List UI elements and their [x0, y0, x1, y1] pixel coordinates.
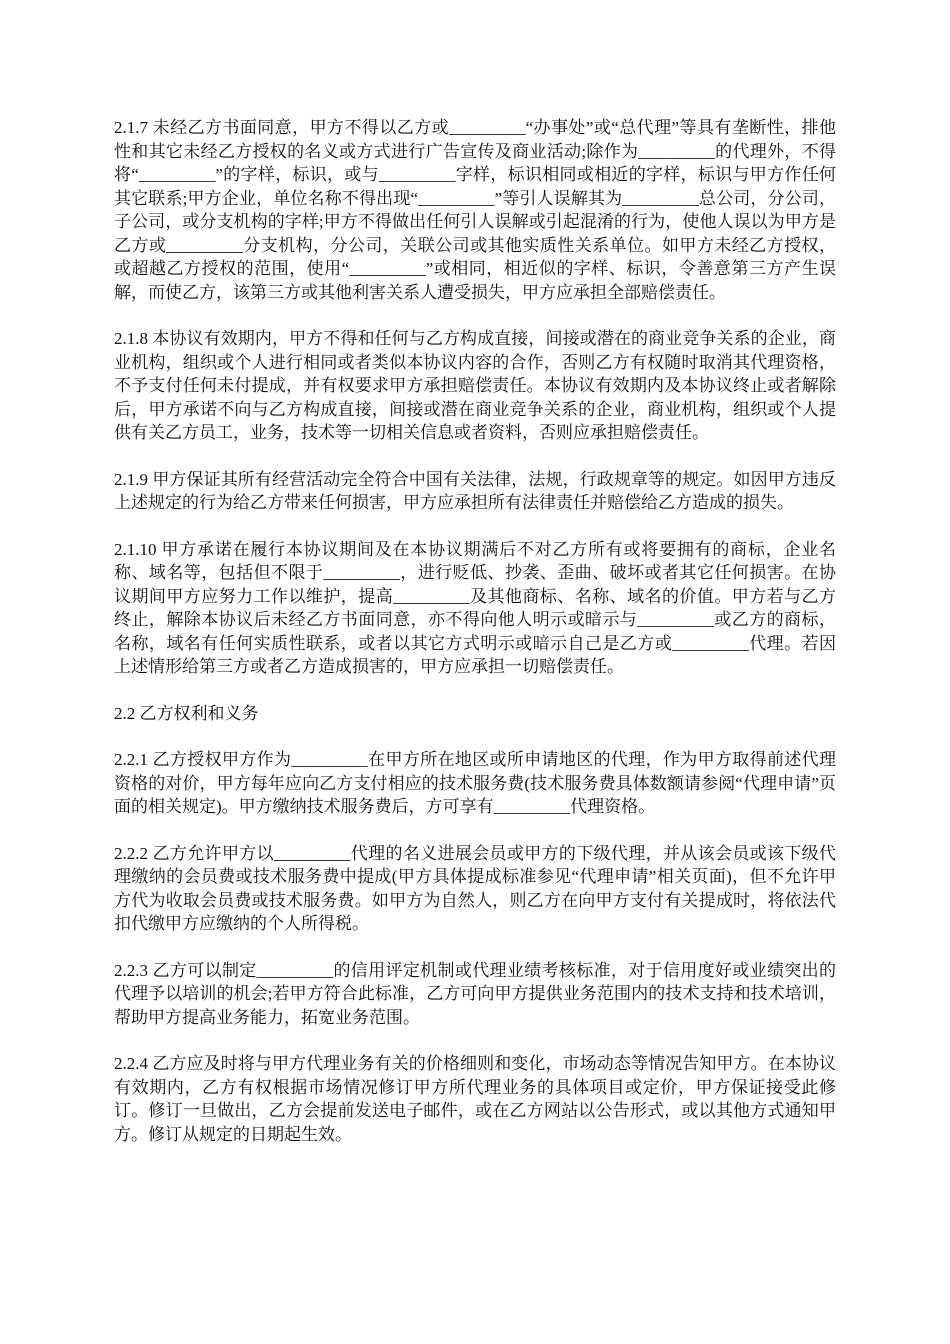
clause-2-2-3: 2.2.3 乙方可以制定_________的信用评定机制或代理业绩考核标准，对于信用度好或业绩突出的代理予以培训的机会;若甲方符合此标准，乙方可向甲方提供业务范围内的技术支持和技术培训，帮助甲方提高业务能力，拓宽业务范围。: [114, 960, 836, 1027]
clause-2-1-9: 2.1.9 甲方保证其所有经营活动完全符合中国有关法律，法规，行政规章等的规定。如因甲方违反上述规定的行为给乙方带来任何损害，甲方应承担所有法律责任并赔偿给乙方造成的损失。: [114, 469, 836, 512]
clause-2-1-8: 2.1.8 本协议有效期内，甲方不得和任何与乙方构成直接，间接或潜在的商业竞争关系的企业，商业机构，组织或个人进行相同或者类似本协议内容的合作，否则乙方有权随时取消其代理资格，不予支付任何未付提成，并有权要求甲方承担赔偿责任。本协议有效期内及本协议终止或者解除后，甲方承诺不向与乙方构成直接，间接或潜在商业竞争关系的企业，商业机构，组织或个人提供有关乙方员工，业务，技术等一切相关信息或者资料，否则应承担赔偿责任。: [114, 329, 836, 442]
clause-2-2-1: 2.2.1 乙方授权甲方作为_________在甲方所在地区或所申请地区的代理，作为甲方取得前述代理资格的对价，甲方每年应向乙方支付相应的技术服务费(技术服务费具体数额请参阅“代理申请”页面的相关规定)。甲方缴纳技术服务费后，方可享有_________代理资格。: [114, 750, 836, 816]
clause-2-1-10: 2.1.10 甲方承诺在履行本协议期间及在本协议期满后不对乙方所有或将要拥有的商标，企业名称、域名等，包括但不限于_________，进行贬低、抄袭、歪曲、破坏或者其它任何损害。在协议期间甲方应努力工作以维护，提高_________及其他商标、名称、域名的价值。甲方若与乙方终止，解除本协议后未经乙方书面同意，亦不得向他人明示或暗示与_________或乙方的商标，名称，域名有任何实质性联系，或者以其它方式明示或暗示自己是乙方或_________代理。若因上述情形给第三方或者乙方造成损害的，甲方应承担一切赔偿责任。: [114, 539, 836, 676]
section-heading-2-2: 2.2 乙方权利和义务: [114, 703, 259, 723]
clause-2-1-7: 2.1.7 未经乙方书面同意，甲方不得以乙方或_________“办事处”或“总代理”等具有垄断性，排他性和其它未经乙方授权的名义或方式进行广告宣传及商业活动;除作为_________的代理外，不得将“_________”的字样，标识，或与_________字样，标识相同或相近的字样，标识与甲方作任何其它联系;甲方企业，单位名称不得出现“_________”等引人误解其为_________总公司，分公司，子公司，或分支机构的字样;甲方不得做出任何引人误解或引起混淆的行为，使他人误以为甲方是乙方或_________分支机构，分公司，关联公司或其他实质性关系单位。如甲方未经乙方授权，或超越乙方授权的范围，使用“_________”或相同，相近似的字样、标识，令善意第三方产生误解，而使乙方，该第三方或其他利害关系人遭受损失，甲方应承担全部赔偿责任。: [114, 118, 836, 302]
document-body: [114, 116, 836, 1169]
clause-2-2-2: 2.2.2 乙方允许甲方以_________代理的名义进展会员或甲方的下级代理，并从该会员或该下级代理缴纳的会员费或技术服务费中提成(甲方具体提成标准参见“代理申请”相关页面)，但不允许甲方代为收取会员费或技术服务费。如甲方为自然人，则乙方在向甲方支付有关提成时，将依法代扣代缴甲方应缴纳的个人所得税。: [114, 843, 836, 933]
clause-2-2-4: 2.2.4 乙方应及时将与甲方代理业务有关的价格细则和变化，市场动态等情况告知甲方。在本协议有效期内，乙方有权根据市场情况修订甲方所代理业务的具体项目或定价，甲方保证接受此修订。修订一旦做出，乙方会提前发送电子邮件，或在乙方网站以公告形式，或以其他方式通知甲方。修订从规定的日期起生效。: [114, 1054, 836, 1144]
